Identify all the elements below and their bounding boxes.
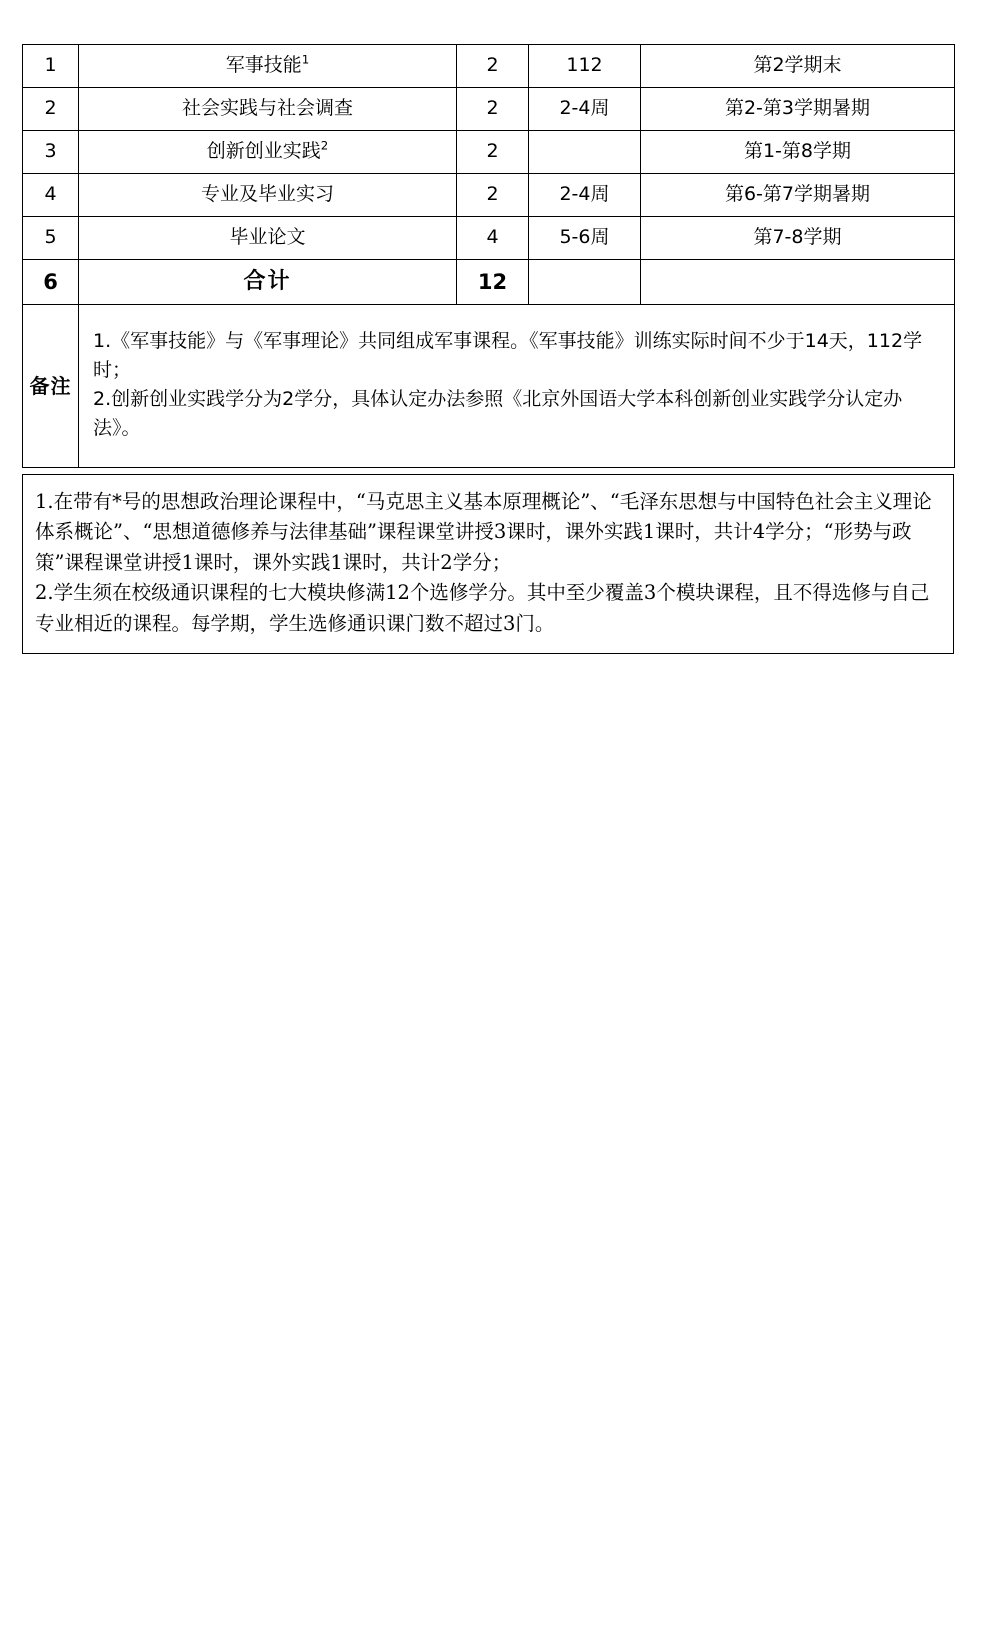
table-row — [23, 131, 955, 174]
row-number: 1 — [23, 45, 79, 88]
course-term: 第6-第7学期暑期 — [641, 174, 955, 217]
footnotes-cell — [23, 475, 954, 654]
remark-body — [79, 305, 955, 468]
total-hours — [529, 260, 641, 305]
row-number: 3 — [23, 131, 79, 174]
course-name-text: 社会实践与社会调查 — [181, 97, 353, 120]
total-credit: 12 — [457, 260, 529, 305]
table-row — [23, 45, 955, 88]
footnotes-table — [22, 474, 954, 654]
course-name-footnote-marker: 1 — [301, 52, 310, 67]
course-credit: 2 — [457, 45, 529, 88]
remark-label: 备注 — [23, 305, 79, 468]
course-name — [79, 45, 457, 88]
course-hours: 2-4周 — [529, 88, 641, 131]
course-name — [79, 217, 457, 260]
course-credit: 2 — [457, 88, 529, 131]
practice-credits-table — [22, 44, 955, 468]
total-row-number: 6 — [23, 260, 79, 305]
row-number: 5 — [23, 217, 79, 260]
table-remark-row — [23, 305, 955, 468]
course-term: 第7-8学期 — [641, 217, 955, 260]
table-row — [23, 174, 955, 217]
total-term — [641, 260, 955, 305]
remark-line-1: 1.《军事技能》与《军事理论》共同组成军事课程。《军事技能》训练实际时间不少于14天，112学时； — [93, 330, 923, 382]
course-term: 第2-第3学期暑期 — [641, 88, 955, 131]
course-credit: 4 — [457, 217, 529, 260]
course-term: 第1-第8学期 — [641, 131, 955, 174]
footnote-line-1: 1.在带有*号的思想政治理论课程中，“马克思主义基本原理概论”、“毛泽东思想与中国特色社会主义理论体系概论”、“思想道德修养与法律基础”课程课堂讲授3课时，课外实践1课时，共计4学分；“形势与政策”课程课堂讲授1课时，课外实践1课时，共计2学分； — [35, 490, 932, 574]
table-row — [23, 217, 955, 260]
course-name-footnote-marker: 2 — [320, 138, 329, 153]
row-number: 4 — [23, 174, 79, 217]
table-row — [23, 88, 955, 131]
course-credit: 2 — [457, 131, 529, 174]
course-credit: 2 — [457, 174, 529, 217]
table-total-row — [23, 260, 955, 305]
footnotes-row — [23, 475, 954, 654]
course-term: 第2学期末 — [641, 45, 955, 88]
course-hours: 2-4周 — [529, 174, 641, 217]
course-name-text: 创新创业实践 — [206, 140, 321, 163]
row-number: 2 — [23, 88, 79, 131]
course-hours: 5-6周 — [529, 217, 641, 260]
footnote-line-2: 2.学生须在校级通识课程的七大模块修满12个选修学分。其中至少覆盖3个模块课程，且不得选修与自己专业相近的课程。每学期，学生选修通识课门数不超过3门。 — [35, 581, 930, 635]
course-name-text: 专业及毕业实习 — [200, 183, 334, 206]
course-name — [79, 131, 457, 174]
course-name — [79, 174, 457, 217]
course-hours — [529, 131, 641, 174]
course-name-text: 毕业论文 — [229, 226, 306, 249]
course-name-text: 军事技能 — [225, 54, 302, 77]
remark-line-2: 2.创新创业实践学分为2学分，具体认定办法参照《北京外国语大学本科创新创业实践学分认定办法》。 — [93, 388, 903, 439]
total-label: 合计 — [79, 260, 457, 305]
course-hours: 112 — [529, 45, 641, 88]
course-name — [79, 88, 457, 131]
